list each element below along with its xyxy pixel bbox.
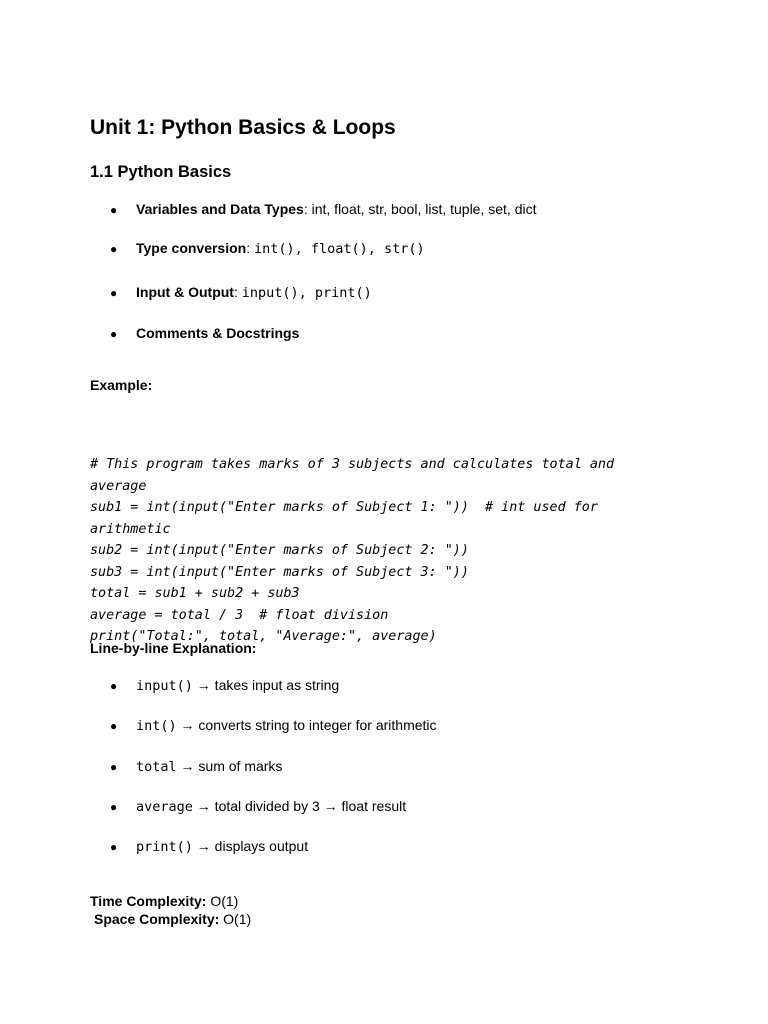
code-line: average (90, 478, 147, 494)
explanation-code: total (136, 759, 177, 775)
bullet-icon: ● (110, 203, 118, 217)
explanation-item-average (110, 797, 406, 816)
code-line: total = sub1 + sub2 + sub3 (90, 586, 300, 601)
explanation-text: → sum of marks (176, 758, 283, 774)
explanation-code: int() (136, 718, 177, 734)
code-line: sub3 = int(input("Enter marks of Subject 3: ")) (90, 564, 469, 580)
page-title: Unit 1: Python Basics & Loops (90, 116, 396, 139)
topic-item-comments (110, 324, 299, 343)
time-complexity (90, 893, 238, 909)
code-line: sub2 = int(input("Enter marks of Subject 2: ")) (90, 543, 469, 558)
bullet-icon: ● (110, 242, 118, 256)
explanation-item-input (110, 676, 339, 695)
bullet-icon: ● (110, 760, 118, 774)
topic-term: Input & Output (136, 284, 234, 300)
bullet-icon: ● (110, 800, 118, 814)
explanation-item-int (110, 716, 437, 735)
explanation-item-print (110, 837, 308, 856)
bullet-icon: ● (110, 286, 118, 300)
topic-term: Comments & Docstrings (136, 325, 300, 341)
explanation-code: input() (136, 678, 193, 694)
section-heading: 1.1 Python Basics (90, 163, 232, 181)
code-line: arithmetic (90, 521, 171, 537)
space-complexity (94, 911, 251, 927)
explanation-text: → takes input as string (192, 677, 340, 693)
topic-separator: : (303, 201, 312, 217)
code-line: sub1 = int(input("Enter marks of Subject 1: ")) # int used for (90, 500, 598, 515)
bullet-icon: ● (110, 327, 118, 341)
explanation-code: average (136, 799, 193, 815)
topic-item-type-conversion (110, 239, 425, 258)
bullet-icon: ● (110, 719, 118, 733)
example-label: Example: (90, 377, 153, 393)
explanation-text: → displays output (192, 838, 309, 854)
code-line: # This program takes marks of 3 subjects and calculates total and (90, 457, 615, 472)
explanation-text: → total divided by 3 → float result (192, 798, 407, 814)
explanation-label: Line-by-line Explanation: (90, 640, 257, 656)
topic-item-input-output (110, 283, 372, 302)
topic-term: Type conversion (136, 240, 247, 256)
topic-separator: : (246, 240, 254, 256)
explanation-text: → converts string to integer for arithmetic (176, 717, 437, 733)
code-line: average = total / 3 # float division (90, 607, 389, 623)
time-complexity-label: Time Complexity: (90, 893, 207, 909)
bullet-icon: ● (110, 679, 118, 693)
bullet-icon: ● (110, 840, 118, 854)
topic-text: int, float, str, bool, list, tuple, set, dict (311, 201, 537, 217)
topic-item-variables (110, 200, 537, 219)
space-complexity-value: O(1) (219, 911, 252, 927)
topic-code: int(), float(), str() (254, 241, 425, 257)
topic-term: Variables and Data Types (136, 201, 304, 217)
code-line: print("Total:", total, "Average:", average) (90, 629, 437, 644)
time-complexity-value: O(1) (206, 893, 239, 909)
explanation-item-total (110, 757, 282, 776)
space-complexity-label: Space Complexity: (94, 911, 220, 927)
explanation-code: print() (136, 839, 193, 855)
topic-code: input(), print() (241, 285, 372, 301)
topic-separator: : (233, 284, 242, 300)
